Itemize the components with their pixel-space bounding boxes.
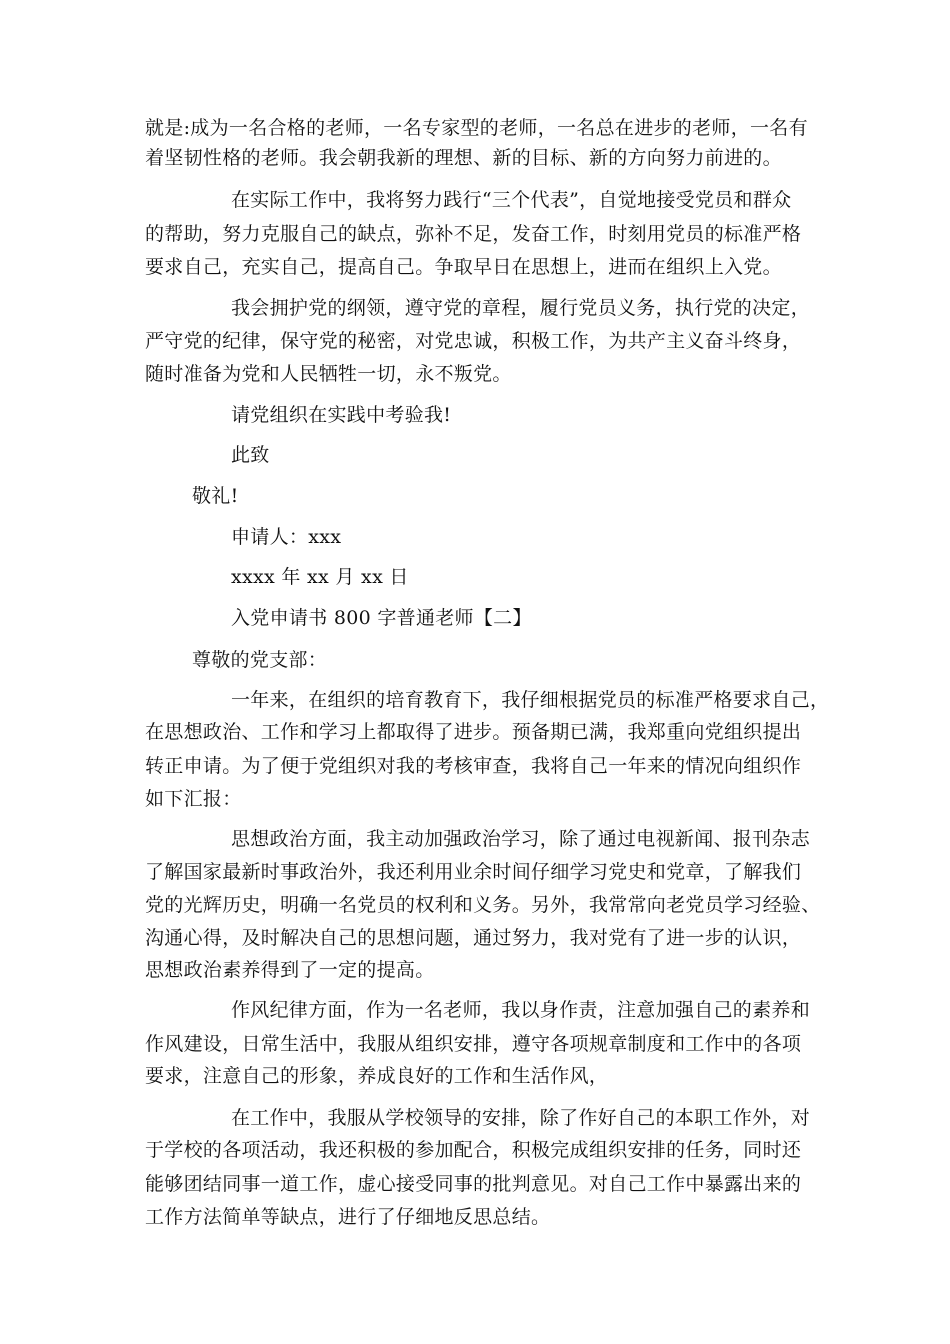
- text-line: 工作方法简单等缺点，进行了仔细地反思总结。: [145, 1206, 551, 1228]
- text-line: 沟通心得，及时解决自己的思想问题，通过努力，我对党有了进一步的认识，: [145, 927, 802, 949]
- text-line: 思想政治方面，我主动加强政治学习，除了通过电视新闻、报刊杂志: [231, 828, 811, 850]
- text-line: 严守党的纪律，保守党的秘密，对党忠诚，积极工作，为共产主义奋斗终身，: [145, 330, 802, 352]
- text-line: 请党组织在实践中考验我!: [231, 404, 452, 426]
- text-line: 此致: [231, 444, 270, 466]
- text-line: 的帮助，努力克服自己的缺点，弥补不足，发奋工作，时刻用党员的标准严格: [145, 223, 802, 245]
- applicant-line: 申请人：xxx: [231, 526, 342, 548]
- section-title: 入党申请书 800 字普通老师【二】: [231, 607, 532, 629]
- text-line: 着坚韧性格的老师。我会朝我新的理想、新的目标、新的方向努力前进的。: [145, 147, 782, 169]
- text-line: 在实际工作中，我将努力践行“三个代表”，自觉地接受党员和群众: [231, 189, 792, 211]
- text-line: 了解国家最新时事政治外，我还利用业余时间仔细学习党史和党章，了解我们: [145, 861, 802, 883]
- text-line: 要求，注意自己的形象，养成良好的工作和生活作风，: [145, 1065, 609, 1087]
- text-line: 思想政治素养得到了一定的提高。: [145, 959, 435, 981]
- text-line: 能够团结同事一道工作，虚心接受同事的批判意见。对自己工作中暴露出来的: [145, 1173, 802, 1195]
- text-line: 要求自己，充实自己，提高自己。争取早日在思想上，进而在组织上入党。: [145, 256, 782, 278]
- text-line: 于学校的各项活动，我还积极的参加配合，积极完成组织安排的任务，同时还: [145, 1139, 802, 1161]
- text-line: 如下汇报：: [145, 788, 242, 810]
- text-line: 随时准备为党和人民牺牲一切，永不叛党。: [145, 363, 512, 385]
- text-line: 我会拥护党的纲领，遵守党的章程，履行党员义务，执行党的决定，: [231, 297, 811, 319]
- text-line: 党的光辉历史，明确一名党员的权利和义务。另外，我常常向老党员学习经验、: [145, 894, 821, 916]
- salutation: 敬礼!: [192, 485, 239, 507]
- text-line: 一年来，在组织的培育教育下，我仔细根据党员的标准严格要求自己，: [231, 689, 830, 711]
- text-line: 作风纪律方面，作为一名老师，我以身作责，注意加强自己的素养和: [231, 999, 811, 1021]
- text-line: 在思想政治、工作和学习上都取得了进步。预备期已满，我郑重向党组织提出: [145, 721, 802, 743]
- text-line: 就是:成为一名合格的老师，一名专家型的老师，一名总在进步的老师，一名有: [145, 117, 808, 139]
- text-line: 在工作中，我服从学校领导的安排，除了作好自己的本职工作外，对: [231, 1107, 811, 1129]
- text-line: 转正申请。为了便于党组织对我的考核审查，我将自己一年来的情况向组织作: [145, 755, 802, 777]
- date-line: xxxx 年 xx 月 xx 日: [231, 566, 409, 588]
- greeting: 尊敬的党支部：: [192, 649, 328, 671]
- text-line: 作风建设，日常生活中，我服从组织安排，遵守各项规章制度和工作中的各项: [145, 1033, 802, 1055]
